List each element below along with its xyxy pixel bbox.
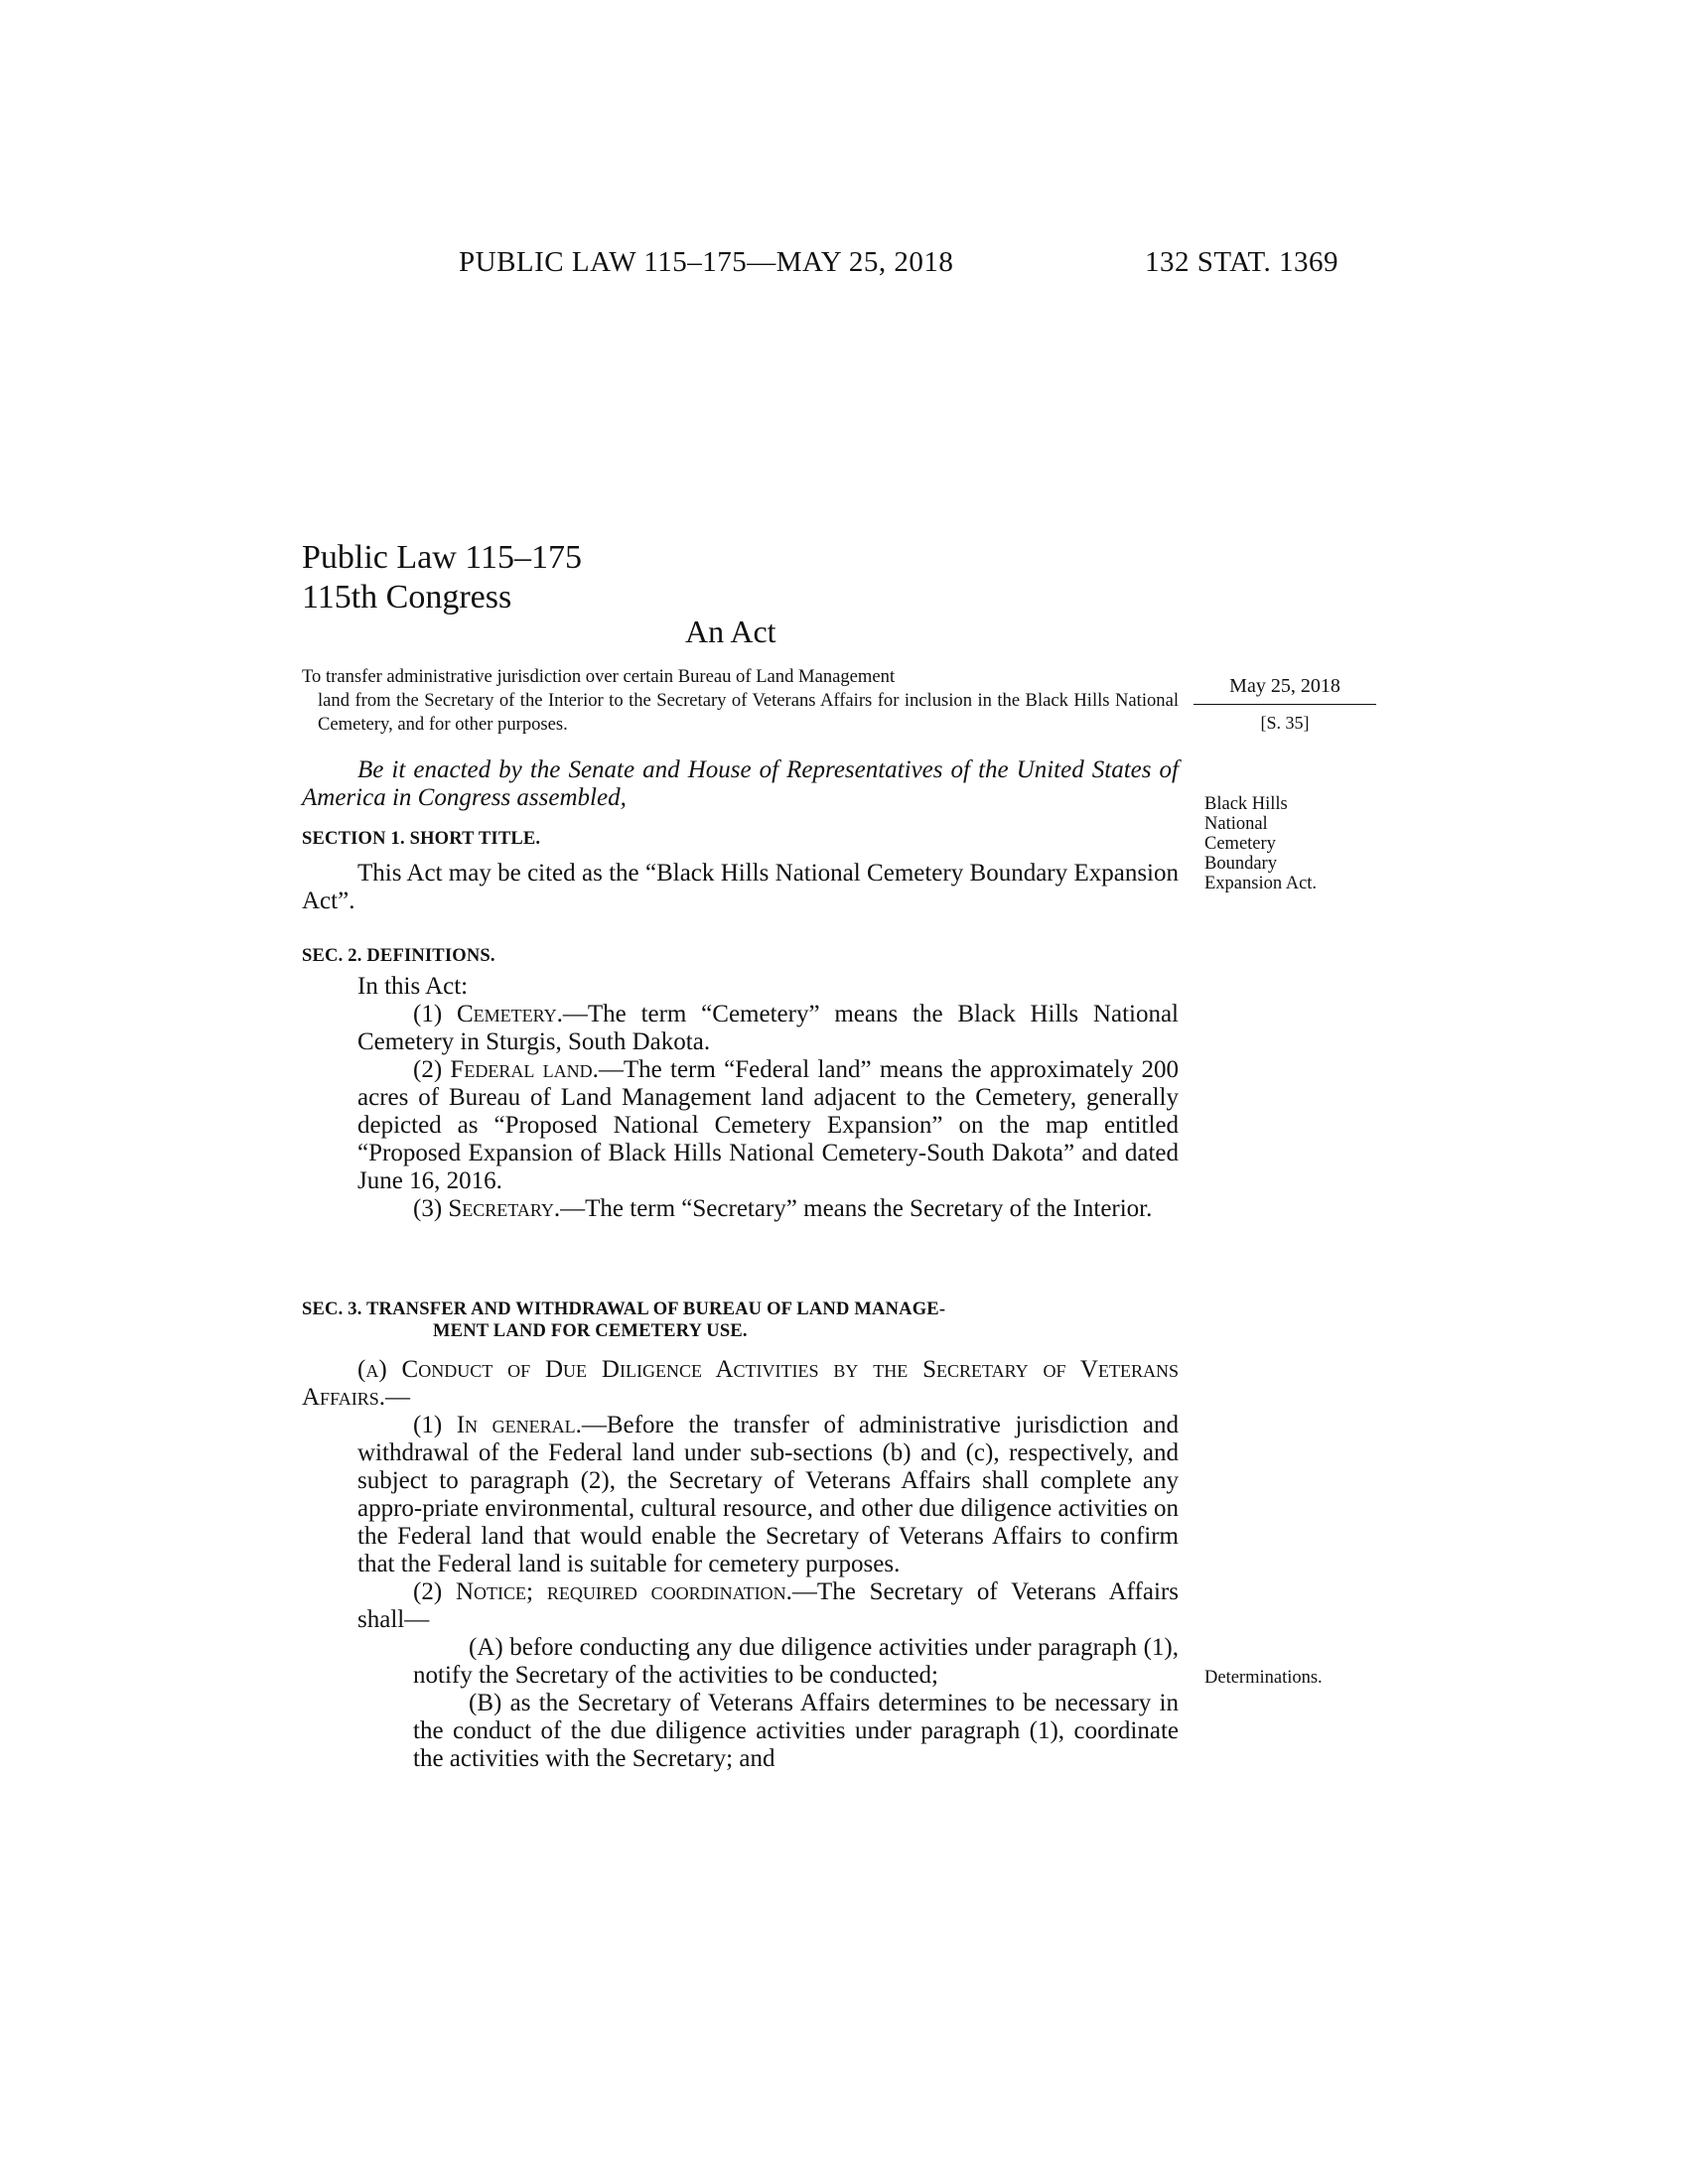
- subsection-a-heading: (a) Conduct of Due Diligence Activities by the Secretary of Veterans Affairs.: [302, 1356, 1179, 1411]
- section-1-body: [302, 860, 1179, 915]
- section-2-heading: SEC. 2. DEFINITIONS.: [302, 946, 495, 966]
- paragraph-1: [302, 1412, 1179, 1578]
- paragraph-2-heading: (2) Notice; required coordination.: [413, 1578, 792, 1605]
- subparagraph-b: [302, 1690, 1179, 1773]
- enacting-clause: [302, 756, 1179, 812]
- definition-label: (2) Federal land.: [413, 1056, 599, 1083]
- definition-text: —The term “Secretary” means the Secretary of the Interior.: [560, 1195, 1153, 1222]
- em-dash: —: [385, 1384, 410, 1411]
- definition-federal-land: [302, 1056, 1179, 1195]
- margin-note-short-title: [1204, 794, 1393, 893]
- margin-note-line: Cemetery: [1204, 834, 1276, 854]
- section-1-heading: SECTION 1. SHORT TITLE.: [302, 829, 541, 849]
- definition-label: (3) Secretary.: [413, 1195, 561, 1222]
- margin-note-line: Boundary: [1204, 854, 1277, 874]
- enacting-text: Be it enacted by the Senate and House of Representatives of the United States of America in Congress assembled,: [302, 756, 1179, 811]
- subsection-a: [302, 1356, 1179, 1412]
- purpose-continuation: land from the Secretary of the Interior to the Secretary of Veterans Affairs for inclusion in the Black Hills National Cemetery, and for other purposes.: [318, 690, 1179, 735]
- running-header-page-number: 132 STAT. 1369: [1145, 246, 1339, 278]
- paragraph-2-text: —The Secretary of Veterans Affairs shall—: [357, 1578, 1179, 1633]
- purpose-line-1: To transfer administrative jurisdiction over certain Bureau of Land Management: [302, 666, 896, 687]
- bill-number: [S. 35]: [1260, 713, 1310, 733]
- section-2-body: [302, 973, 1179, 1223]
- purpose-clause: [302, 665, 1179, 737]
- margin-note-determinations: Determinations.: [1204, 1668, 1323, 1688]
- running-header-title: PUBLIC LAW 115–175—MAY 25, 2018: [459, 246, 954, 278]
- short-title-text: This Act may be cited as the “Black Hills National Cemetery Boundary Expansion Act”.: [302, 860, 1179, 914]
- enactment-date: May 25, 2018: [1194, 675, 1376, 705]
- definitions-intro: In this Act:: [357, 973, 469, 1000]
- section-3-body: [302, 1356, 1179, 1773]
- congress-label: 115th Congress: [302, 579, 512, 615]
- section-3-heading-line-2: MENT LAND FOR CEMETERY USE.: [433, 1321, 748, 1341]
- margin-note-line: National: [1204, 814, 1268, 834]
- definition-text: —The term “Federal land” means the approximately 200 acres of Bureau of Land Management land adjacent to the Cemetery, generally depicted as “Proposed National Cemetery Expansion” on the map entitled “Proposed Expansion of Black Hills National Cemetery-South Dakota” and dated June 16, 2016.: [357, 1056, 1180, 1194]
- subparagraph-a-text: (A) before conducting any due diligence activities under paragraph (1), notify the Secretary of the activities to be conducted;: [413, 1634, 1179, 1689]
- definition-label: (1) Cemetery.: [413, 1001, 563, 1027]
- paragraph-2: [302, 1578, 1179, 1634]
- paragraph-1-heading: (1) In general.: [413, 1412, 582, 1438]
- paragraph-1-text: —Before the transfer of administrative jurisdiction and withdrawal of the Federal land under sub-sections (b) and (c), respectively, and subject to paragraph (2), the Secretary of Veterans Affairs shall complete any appro-priate environmental, cultural resource, and other due diligence activities on the Federal land that would enable the Secretary of Veterans Affairs to confirm that the Federal land is suitable for cemetery purposes.: [357, 1412, 1179, 1577]
- enactment-date-box: [1194, 675, 1376, 734]
- section-3-heading: [302, 1298, 1196, 1342]
- subparagraph-a: [302, 1634, 1179, 1690]
- definition-text: —The term “Cemetery” means the Black Hills National Cemetery in Sturgis, South Dakota.: [357, 1001, 1180, 1055]
- definition-cemetery: [302, 1001, 1179, 1056]
- margin-note-line: Expansion Act.: [1204, 874, 1318, 893]
- definition-secretary: [302, 1195, 1179, 1223]
- margin-note-line: Black Hills: [1204, 794, 1288, 814]
- section-3-heading-line-1: SEC. 3. TRANSFER AND WITHDRAWAL OF BUREAU OF LAND MANAGE-: [302, 1299, 946, 1319]
- subparagraph-b-text: (B) as the Secretary of Veterans Affairs determines to be necessary in the conduct of the due diligence activities under paragraph (1), coordinate the activities with the Secretary; and: [413, 1690, 1179, 1772]
- public-law-number: Public Law 115–175: [302, 539, 583, 576]
- act-heading: An Act: [685, 614, 776, 649]
